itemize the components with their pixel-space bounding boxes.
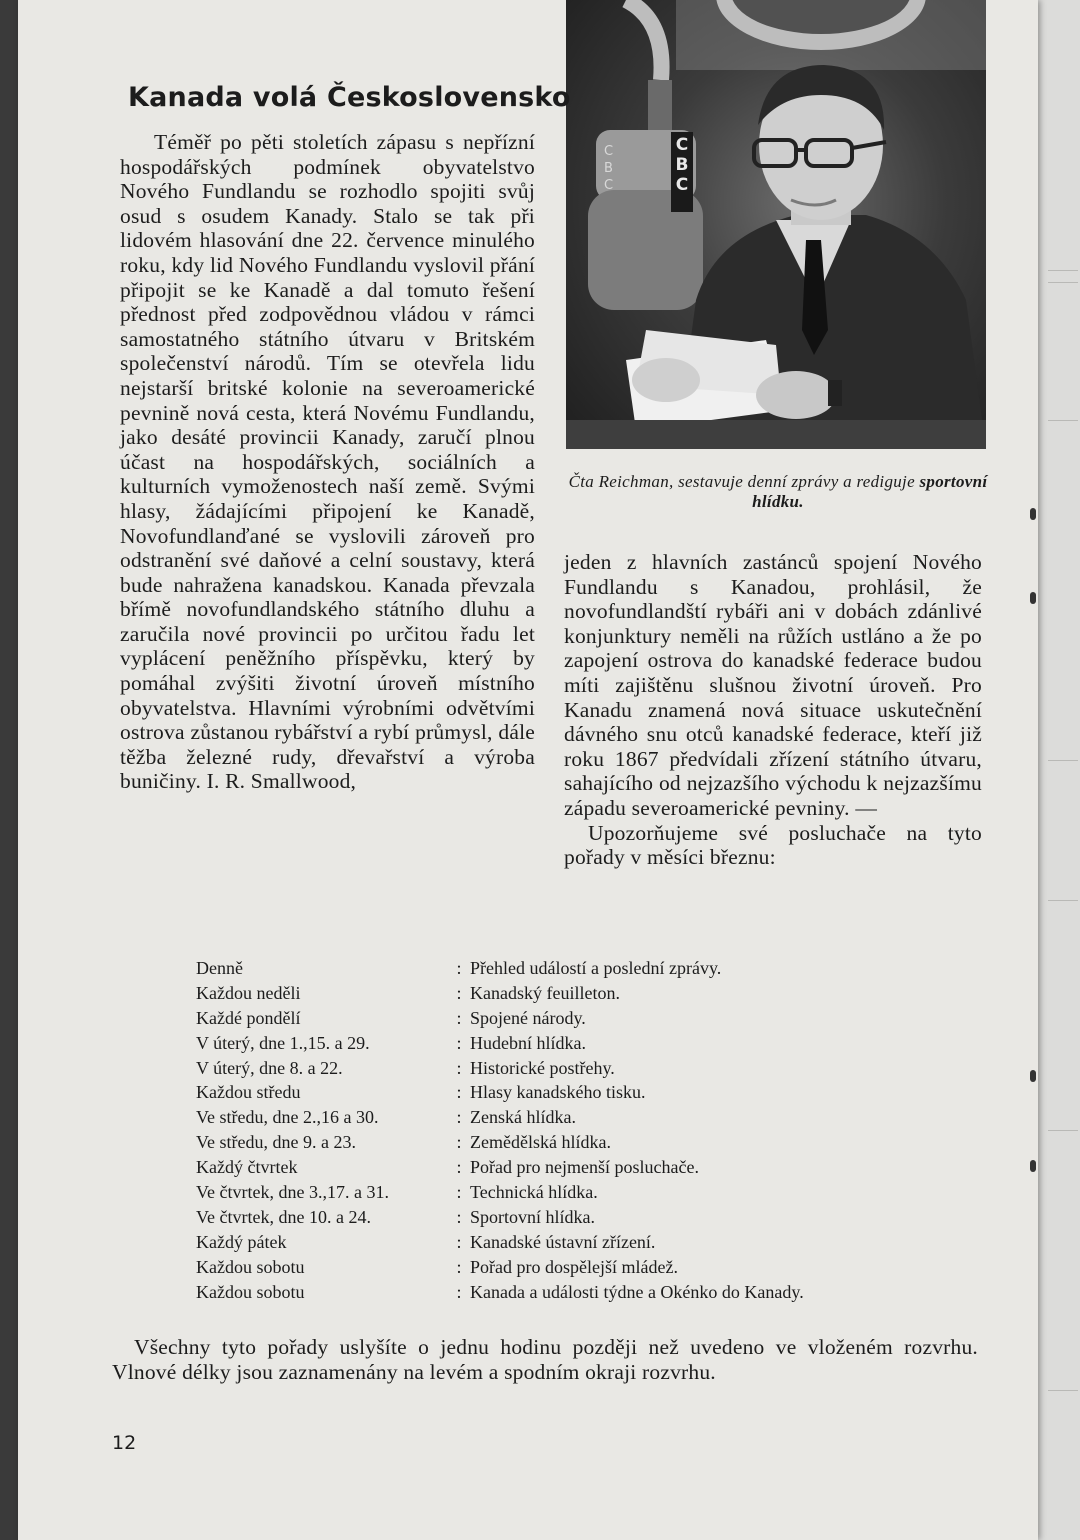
schedule-program: Pořad pro dospělejší mládež.: [470, 1256, 678, 1277]
article-right-column: [564, 550, 982, 870]
binding-hole: [1030, 1160, 1036, 1172]
schedule-row: [196, 956, 986, 981]
schedule-separator: :: [456, 1256, 462, 1277]
svg-text:C: C: [675, 175, 689, 195]
schedule-day: Ve středu, dne 2.,16 a 30.: [196, 1107, 379, 1128]
schedule-program: Pořad pro nejmenší posluchače.: [470, 1157, 699, 1178]
schedule-separator: :: [456, 1206, 462, 1227]
schedule-day: V úterý, dne 1.,15. a 29.: [196, 1032, 370, 1053]
schedule-day: Každou sobotu: [196, 1256, 305, 1277]
program-schedule: [196, 956, 986, 1304]
schedule-row: [196, 1155, 986, 1180]
binding-hole: [1030, 592, 1036, 604]
schedule-day: Každý čtvrtek: [196, 1157, 298, 1178]
schedule-separator: :: [456, 1032, 462, 1053]
binding-hole: [1030, 508, 1036, 520]
schedule-row: [196, 1205, 986, 1230]
schedule-program: Kanada a události týdne a Okénko do Kanady.: [470, 1281, 804, 1302]
schedule-separator: :: [456, 1157, 462, 1178]
svg-text:B: B: [675, 155, 689, 175]
schedule-separator: :: [456, 982, 462, 1003]
schedule-row: [196, 1006, 986, 1031]
schedule-program: Technická hlídka.: [470, 1182, 598, 1203]
article-continuation: jeden z hlavních zastánců spojení Nového Fundlandu s Kanadou, prohlásil, že novofundlandští rybáři ani v dobách zdánlivé konjunktury neměli na růžích ustláno a že po zapojení ostrova do kanadské federace budou míti zajištěnu slušnou životní úroveň. Pro Kanadu znamená nová situace uskutečnění dávného snu otců kanadské federace, kteří již roku 1867 předvídali zřízení státního útvaru, sahajícího od nejzazšího východu k nejzazšímu západu severoamerické pevniny. —: [564, 550, 982, 820]
schedule-separator: :: [456, 958, 462, 978]
schedule-day: Denně: [196, 958, 243, 978]
schedule-program: Spojené národy.: [470, 1007, 586, 1028]
schedule-row: [196, 1255, 986, 1280]
svg-text:C: C: [675, 135, 689, 155]
closing-note: Všechny tyto pořady uslyšíte o jednu hodinu později než uvedeno ve vloženém rozvrhu. Vlnové délky jsou zaznamenány na levém a spodním okraji rozvrhu.: [112, 1335, 978, 1384]
schedule-program: Zemědělská hlídka.: [470, 1132, 611, 1153]
schedule-row: [196, 1056, 986, 1081]
schedule-program: Hlasy kanadského tisku.: [470, 1082, 646, 1103]
caption-text: Čta Reichman, sestavuje denní zprávy a rediguje: [568, 472, 915, 491]
schedule-separator: :: [456, 1132, 462, 1153]
schedule-program: Historické postřehy.: [470, 1057, 615, 1078]
schedule-program: Kanadské ústavní zřízení.: [470, 1231, 656, 1252]
schedule-row: [196, 1080, 986, 1105]
page-number: 12: [112, 1432, 137, 1454]
schedule-row: [196, 981, 986, 1006]
binding-hole: [1030, 1070, 1036, 1082]
schedule-separator: :: [456, 1082, 462, 1103]
caption-emphasis: sportovní hlídku.: [752, 472, 988, 511]
schedule-row: [196, 1130, 986, 1155]
magazine-page: [18, 0, 1038, 1540]
schedule-day: Ve čtvrtek, dne 10. a 24.: [196, 1206, 371, 1227]
schedule-day: Každý pátek: [196, 1231, 287, 1252]
svg-text:C: C: [604, 144, 614, 159]
schedule-day: Ve čtvrtek, dne 3.,17. a 31.: [196, 1182, 389, 1203]
photo-caption: [563, 472, 993, 512]
schedule-separator: :: [456, 1281, 462, 1302]
schedule-row: [196, 1105, 986, 1130]
svg-text:B: B: [604, 161, 613, 176]
svg-text:C: C: [604, 178, 614, 193]
schedule-day: Každou středu: [196, 1082, 301, 1103]
article-title: Kanada volá Československo: [128, 82, 571, 113]
schedule-program: Zenská hlídka.: [470, 1107, 576, 1128]
schedule-day: Každé pondělí: [196, 1007, 301, 1028]
schedule-day: Ve středu, dne 9. a 23.: [196, 1132, 356, 1153]
schedule-program: Sportovní hlídka.: [470, 1206, 595, 1227]
schedule-row: [196, 1280, 986, 1305]
schedule-day: Každou sobotu: [196, 1281, 305, 1302]
article-left-column: Téměř po pěti stoletích zápasu s nepřízní hospodářských podmínek obyvatelstvo Nového Fundlandu se rozhodlo spojiti svůj osud s osudem Kanady. Stalo se tak při lidovém hlasování dne 22. července minulého roku, kdy lid Nového Fundlandu vyslovil přání připojit se ke Kanadě a dal tomuto řešení přednost před zodpovědnou vládou v rámci samostatného státního útvaru v Britském společenství národů. Tím se otevřela lidu nejstarší britské kolonie na severoamerické pevnině nová cesta, která Novému Fundlandu, jako desáté provincii Kanady, zaručí plnou účast na hospodářských, sociálních a kulturních vymoženostech naší země. Svými hlasy, žádajícími připojení ke Kanadě, Novofundlanďané se vyslovili zároveň pro odstranění své daňové a celní soustavy, která bude nahražena kanadskou. Kanada převzala břímě novofundlandského státního dluhu a zaručila nové provincii po určitou řadu let vyplácení peněžního příspěvku, který by pomáhal zvýšiti životní úroveň místního obyvatelstva. Hlavními výrobními odvětvími ostrova zůstanou rybářství a rybí průmysl, dále těžba železné rudy, dřevařství a výroba buničiny. I. R. Smallwood,: [120, 130, 535, 794]
announcer-illustration: [566, 0, 986, 449]
schedule-row: [196, 1230, 986, 1255]
schedule-separator: :: [456, 1231, 462, 1252]
schedule-separator: :: [456, 1007, 462, 1028]
schedule-row: [196, 1031, 986, 1056]
schedule-separator: :: [456, 1182, 462, 1203]
schedule-program: Kanadský feuilleton.: [470, 982, 620, 1003]
announcer-photo: [566, 0, 986, 449]
schedule-day: Každou neděli: [196, 982, 301, 1003]
schedule-row: [196, 1180, 986, 1205]
schedule-day: V úterý, dne 8. a 22.: [196, 1057, 343, 1078]
schedule-program: Přehled událostí a poslední zprávy.: [470, 958, 722, 978]
schedule-separator: :: [456, 1057, 462, 1078]
program-notice: Upozorňujeme své posluchače na tyto pořady v měsíci březnu:: [564, 820, 982, 870]
schedule-separator: :: [456, 1107, 462, 1128]
schedule-program: Hudební hlídka.: [470, 1032, 586, 1053]
